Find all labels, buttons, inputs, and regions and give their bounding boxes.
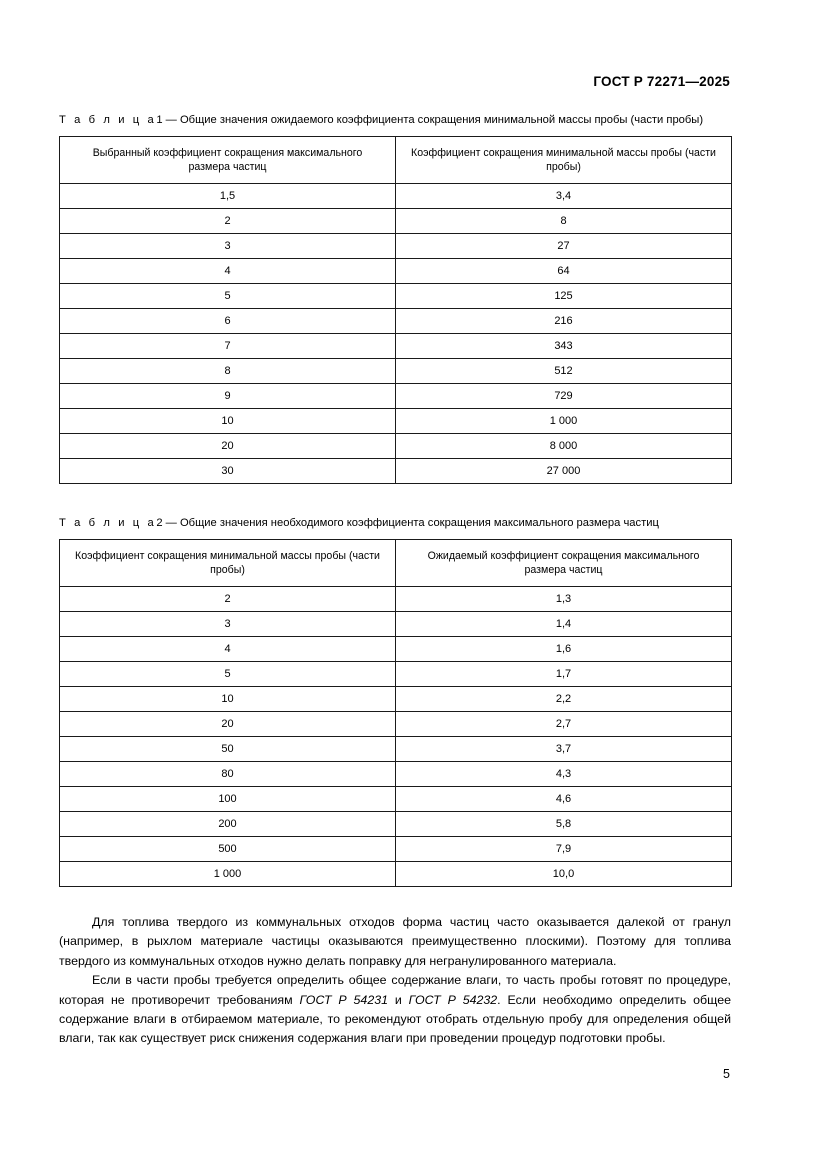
- table-1-col-header-2: Коэффициент сокращения минимальной массы пробы (части пробы): [396, 137, 732, 184]
- standard-reference-54231: ГОСТ Р 54231: [299, 992, 388, 1007]
- table-2-cell: 4,3: [396, 762, 732, 787]
- table-row: [60, 612, 732, 637]
- table-2: [59, 539, 732, 887]
- table-1-cell: 8: [396, 209, 732, 234]
- table-1-cell: 1,5: [60, 184, 396, 209]
- table-2-caption-number: 2: [156, 517, 163, 529]
- table-2-cell: 1,4: [396, 612, 732, 637]
- table-2-cell: 2,7: [396, 712, 732, 737]
- table-2-cell: 20: [60, 712, 396, 737]
- paragraph-2-text-before-refs: Если в части пробы требуется определить общее содержание влаги, то часть пробы готовят по процедуре, которая не противоречит требованиям: [59, 973, 731, 1007]
- table-row: [60, 434, 732, 459]
- table-2-cell: 100: [60, 787, 396, 812]
- table-2-cell: 500: [60, 837, 396, 862]
- table-1-cell: 2: [60, 209, 396, 234]
- table-1-cell: 3: [60, 234, 396, 259]
- table-1-cell: 7: [60, 334, 396, 359]
- table-row: [60, 459, 732, 484]
- table-2-col-header-1: Коэффициент сокращения минимальной массы пробы (части пробы): [60, 540, 396, 587]
- table-1-cell: 125: [396, 284, 732, 309]
- table-row: [60, 184, 732, 209]
- table-row: [60, 209, 732, 234]
- table-row: [60, 862, 732, 887]
- table-1-cell: 343: [396, 334, 732, 359]
- table-1-caption-number: 1: [156, 114, 163, 126]
- page-number: 5: [723, 1067, 730, 1081]
- table-row: [60, 284, 732, 309]
- table-1-cell: 6: [60, 309, 396, 334]
- table-1-caption: [59, 112, 731, 128]
- table-2-cell: 200: [60, 812, 396, 837]
- table-2-caption-text: Общие значения необходимого коэффициента сокращения максимального размера частиц: [179, 517, 659, 529]
- table-1-cell: 30: [60, 459, 396, 484]
- table-1-cell: 27 000: [396, 459, 732, 484]
- table-row: [60, 637, 732, 662]
- table-1-cell: 729: [396, 384, 732, 409]
- table-2-cell: 7,9: [396, 837, 732, 862]
- table-row: [60, 384, 732, 409]
- table-2-cell: 2,2: [396, 687, 732, 712]
- table-row: [60, 409, 732, 434]
- table-2-cell: 2: [60, 587, 396, 612]
- table-row: [60, 259, 732, 284]
- table-1-cell: 10: [60, 409, 396, 434]
- table-1-cell: 8 000: [396, 434, 732, 459]
- paragraph-2-text-after-refs: . Если необходимо определить общее содержание влаги в отбираемом материале, то рекомендуют отобрать отдельную пробу для определения общей влаги, так как существует риск снижения содержания влаги при проведении процедур подготовки пробы.: [59, 992, 731, 1046]
- page-content: [59, 112, 731, 1049]
- table-2-caption: [59, 515, 731, 531]
- table-1-block: [59, 112, 731, 484]
- table-2-cell: 10,0: [396, 862, 732, 887]
- body-text-block: [59, 913, 731, 1049]
- table-1-cell: 216: [396, 309, 732, 334]
- table-1-caption-dash: —: [165, 114, 177, 126]
- table-row: [60, 234, 732, 259]
- table-1-cell: 5: [60, 284, 396, 309]
- paragraph-2-conjunction: и: [388, 992, 409, 1007]
- table-2-block: [59, 515, 731, 887]
- table-row: [60, 712, 732, 737]
- table-1-cell: 64: [396, 259, 732, 284]
- table-1-cell: 512: [396, 359, 732, 384]
- table-2-cell: 5,8: [396, 812, 732, 837]
- table-1: [59, 136, 732, 484]
- table-2-caption-label: Т а б л и ц а: [59, 517, 157, 529]
- table-2-col-header-2: Ожидаемый коэффициент сокращения максимального размера частиц: [396, 540, 732, 587]
- table-2-cell: 10: [60, 687, 396, 712]
- table-2-cell: 1 000: [60, 862, 396, 887]
- table-row: [60, 687, 732, 712]
- table-2-cell: 80: [60, 762, 396, 787]
- table-1-caption-text: Общие значения ожидаемого коэффициента сокращения минимальной массы пробы (части пробы): [179, 114, 704, 126]
- running-header-standard-number: ГОСТ Р 72271—2025: [593, 74, 730, 89]
- table-row: [60, 662, 732, 687]
- table-2-cell: 1,3: [396, 587, 732, 612]
- table-2-cell: 1,7: [396, 662, 732, 687]
- table-1-caption-label: Т а б л и ц а: [59, 114, 157, 126]
- table-row: [60, 334, 732, 359]
- table-2-cell: 1,6: [396, 637, 732, 662]
- table-row: [60, 587, 732, 612]
- table-row: [60, 359, 732, 384]
- table-2-cell: 50: [60, 737, 396, 762]
- standard-reference-54232: ГОСТ Р 54232: [408, 992, 498, 1007]
- table-2-caption-dash: —: [165, 517, 177, 529]
- table-2-cell: 3,7: [396, 737, 732, 762]
- table-row: [60, 787, 732, 812]
- table-row: [60, 812, 732, 837]
- table-1-cell: 27: [396, 234, 732, 259]
- table-1-cell: 4: [60, 259, 396, 284]
- table-1-header-row: [60, 137, 732, 184]
- paragraph-1: Для топлива твердого из коммунальных отходов форма частиц часто оказывается далекой от гранул (например, в рыхлом материале частицы оказываются преимущественно плоскими). Поэтому для топлива твердого из коммунальных отходов нужно делать поправку для негранулированного материала.: [59, 915, 731, 968]
- table-spacer: [59, 484, 731, 515]
- table-1-col-header-1: Выбранный коэффициент сокращения максимального размера частиц: [60, 137, 396, 184]
- table-1-cell: 8: [60, 359, 396, 384]
- paragraph-2: [59, 971, 731, 1049]
- table-2-cell: 4,6: [396, 787, 732, 812]
- table-row: [60, 309, 732, 334]
- table-row: [60, 737, 732, 762]
- table-row: [60, 837, 732, 862]
- table-2-cell: 4: [60, 637, 396, 662]
- table-1-cell: 1 000: [396, 409, 732, 434]
- table-2-cell: 5: [60, 662, 396, 687]
- table-1-cell: 20: [60, 434, 396, 459]
- table-2-header-row: [60, 540, 732, 587]
- table-row: [60, 762, 732, 787]
- table-1-cell: 9: [60, 384, 396, 409]
- table-1-cell: 3,4: [396, 184, 732, 209]
- table-2-cell: 3: [60, 612, 396, 637]
